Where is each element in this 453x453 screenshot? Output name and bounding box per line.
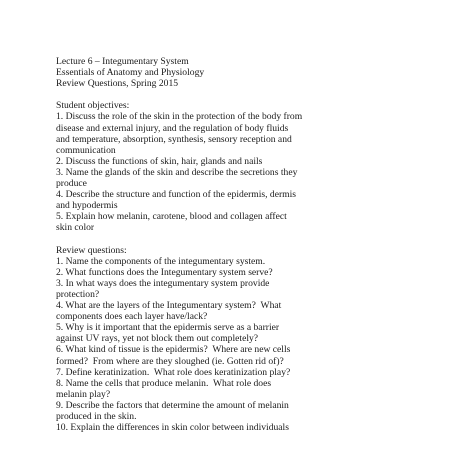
objective-line: 3. Name the glands of the skin and describe the secretions they [56, 166, 298, 178]
review-line: melanin play? [56, 388, 111, 400]
review-section [56, 245, 406, 434]
objective-line: 4. Describe the structure and function of the epidermis, dermis [56, 189, 297, 201]
review-line: 8. Name the cells that produce melanin. What role does [56, 377, 272, 389]
course-name: Essentials of Anatomy and Physiology [56, 67, 205, 79]
objective-line: and hypodermis [56, 200, 118, 212]
term-label: Review Questions, Spring 2015 [56, 78, 179, 90]
review-line: 10. Explain the differences in skin color between individuals [56, 422, 289, 434]
document-header [56, 56, 406, 89]
review-line: 4. What are the layers of the Integumentary system? What [56, 300, 282, 312]
objective-line: disease and external injury, and the regulation of body fluids [56, 122, 289, 134]
review-line: 3. In what ways does the integumentary system provide [56, 277, 270, 289]
review-line: formed? From where are they sloughed (ie. Gotten rid of)? [56, 355, 284, 367]
objectives-heading: Student objectives: [56, 100, 130, 112]
review-line: 5. Why is it important that the epidermis serve as a barrier [56, 322, 280, 334]
spacer [56, 234, 406, 245]
review-line: 1. Name the components of the integumentary system. [56, 255, 266, 267]
objective-line: and temperature, absorption, synthesis, sensory reception and [56, 133, 292, 145]
review-line: components does each layer have/lack? [56, 311, 208, 323]
lecture-title: Lecture 6 – Integumentary System [56, 56, 189, 67]
objective-line: 1. Discuss the role of the skin in the protection of the body from [56, 111, 303, 123]
objective-line: 2. Discuss the functions of skin, hair, glands and nails [56, 155, 263, 167]
spacer [56, 89, 406, 100]
document-page [56, 56, 406, 433]
review-line: 7. Define keratinization. What role does keratinization play? [56, 366, 291, 378]
review-line: against UV rays, yet not block them out completely? [56, 333, 259, 345]
objectives-section [56, 100, 406, 233]
objective-line: skin color [56, 222, 95, 234]
review-line: 6. What kind of tissue is the epidermis? Where are new cells [56, 344, 291, 356]
review-line: 9. Describe the factors that determine the amount of melanin [56, 399, 289, 411]
review-line: protection? [56, 288, 100, 300]
objective-line: produce [56, 178, 87, 190]
objective-line: 5. Explain how melanin, carotene, blood and collagen affect [56, 211, 287, 223]
objective-line: communication [56, 144, 116, 156]
review-line: 2. What functions does the Integumentary system serve? [56, 266, 273, 278]
review-heading: Review questions: [56, 244, 127, 256]
review-line: produced in the skin. [56, 411, 137, 422]
